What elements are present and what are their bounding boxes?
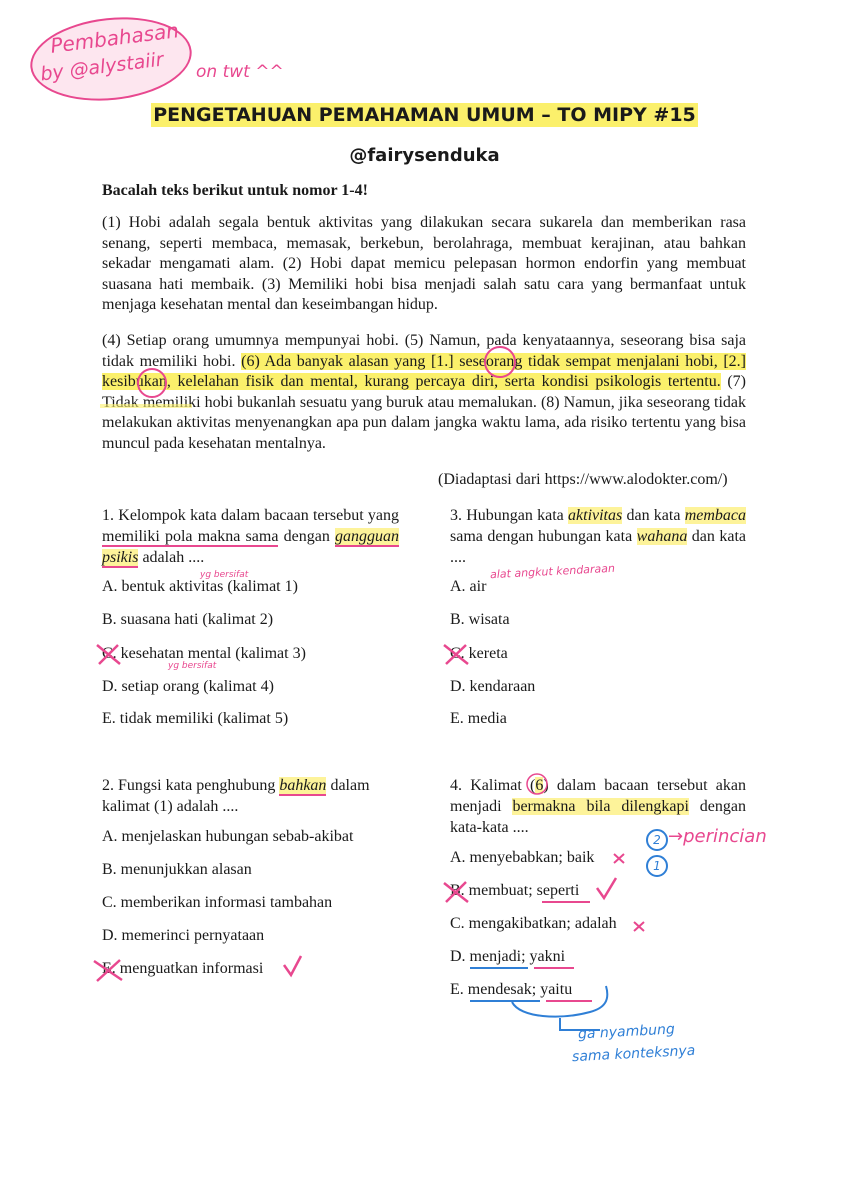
q4-option-d[interactable]: D. menjadi; yakni <box>450 948 566 965</box>
q3-option-e[interactable]: E. media <box>450 710 507 727</box>
q2-stem-a: 2. Fungsi kata penghubung <box>102 777 280 794</box>
watermark-line2: by @alystaiir <box>39 48 165 86</box>
q1-note-1: yg bersifat <box>200 570 249 580</box>
q4-option-e[interactable]: E. mendesak; yaitu <box>450 981 573 998</box>
q2-option-c[interactable]: C. memberikan informasi tambahan <box>102 894 333 911</box>
q4-blue-pointer <box>560 1018 600 1030</box>
q4-option-b[interactable]: B. membuat; seperti <box>450 882 580 899</box>
q1-note-2: yg bersifat <box>168 661 217 671</box>
q3-stem-a: 3. Hubungan kata <box>450 507 569 524</box>
q3-option-d[interactable]: D. kendaraan <box>450 678 536 695</box>
passage-highlight-3: kesibukan, kelelahan fisik dan mental, kurang percaya diri, serta kondisi psikologis tertentu. <box>102 373 721 390</box>
blank-2: [2.] <box>723 352 746 370</box>
q4-note-perincian: →perincian <box>668 826 767 847</box>
blank-1-circle <box>485 347 515 377</box>
q1-cross-mark <box>97 645 120 664</box>
q4-stem-a: 4. Kalimat ( <box>450 777 536 794</box>
q1-option-d[interactable]: D. setiap orang (kalimat 4) <box>102 678 274 695</box>
passage-highlight-2: seseorang tidak sempat menjalani hobi, <box>453 352 724 370</box>
q4-option-a[interactable]: A. menyebabkan; baik <box>450 849 595 866</box>
q3-stem-c: sama dengan hubungan kata <box>450 528 637 545</box>
passage-paragraph-1: (1) Hobi adalah segala bentuk aktivitas yang dilakukan secara sukarela dan memberikan rasa senang, seperti membaca, memasak, berkebun, berolahraga, membuat kerajinan, atau bahkan sekadar mengamati alam. (2) Hobi dapat memicu pelepasan hormon endorfin yang membuat suasana hati membaik. (3) Memiliki hobi bisa menjadi salah satu cara yang bermanfaat untuk menjaga kesehatan mental dan keseimbangan hidup. <box>102 214 746 313</box>
q3-stem-d: dan kata .... <box>450 528 747 566</box>
q4-stem-c: dengan kata-kata .... <box>450 798 747 836</box>
q3-word-wahana: wahana <box>636 528 688 545</box>
watermark-line1: Pembahasan <box>49 18 181 58</box>
author-handle: @fairysenduka <box>349 145 500 166</box>
q1-option-c[interactable]: C. kesehatan mental (kalimat 3) <box>102 645 306 662</box>
passage-p2-end: (7) Tidak memiliki hobi bukanlah sesuatu yang buruk atau memalukan. (8) Namun, jika seseorang tidak melakukan aktivitas menyenangkan apa pun dalam jangka waktu lama, ada risiko tertentu yang bisa muncul pada kesehatan mentalnya. <box>102 373 747 452</box>
q4-check-mark <box>597 878 616 898</box>
q3-option-b[interactable]: B. wisata <box>450 611 510 628</box>
q4-cross-mark <box>444 882 468 902</box>
q1-stem-c: adalah .... <box>138 549 205 566</box>
q1-option-a[interactable]: A. bentuk aktivitas (kalimat 1) <box>102 578 298 595</box>
q3-word-membaca: membaca <box>684 507 746 524</box>
q2-option-a[interactable]: A. menjelaskan hubungan sebab-akibat <box>102 828 354 845</box>
blank-1: [1.] <box>430 352 454 370</box>
q2-stem-b: dalam kalimat (1) adalah .... <box>102 777 370 815</box>
q1-stem-highlight: gangguan psikis <box>102 528 400 566</box>
passage-source: (Diadaptasi dari https://www.alodokter.com/) <box>438 471 728 488</box>
q1-option-b[interactable]: B. suasana hati (kalimat 2) <box>102 611 274 628</box>
q3-cross-mark <box>444 645 468 664</box>
q4-note-bottom-1: ga nyambung <box>577 1021 676 1043</box>
blank-2-circle <box>138 369 166 397</box>
q4-option-c[interactable]: C. mengakibatkan; adalah <box>450 915 617 932</box>
q1-option-e[interactable]: E. tidak memiliki (kalimat 5) <box>102 710 289 727</box>
q1-stem-b: dengan <box>278 528 336 545</box>
q4-stem-b: ) dalam bacaan tersebut akan menjadi <box>450 777 746 815</box>
q2-option-e[interactable]: E. menguatkan informasi <box>102 960 264 977</box>
q4-note-1: 1 <box>653 859 661 873</box>
q4-note-bottom-2: sama konteksnya <box>571 1042 696 1066</box>
passage-p2-start: (4) Setiap orang umumnya mempunyai hobi. (5) Namun, pada kenyataannya, seseorang bisa saja tidak memiliki hobi. <box>102 332 746 370</box>
q2-stem-highlight: bahkan <box>279 777 327 794</box>
q4-a-small-x <box>614 854 624 863</box>
q3-stem-b: dan kata <box>622 507 685 524</box>
page-title-text: PENGETAHUAN PEMAHAMAN UMUM – TO MIPY #15 <box>153 104 696 126</box>
watermark-tag: on twt ^^ <box>196 62 284 82</box>
q1-stem-a: 1. Kelompok kata dalam bacaan tersebut yang <box>102 507 399 524</box>
q3-note: alat angkut kendaraan <box>489 561 616 582</box>
q2-check-mark <box>284 956 301 975</box>
q4-stem-number: 6 <box>535 777 544 794</box>
q3-word-aktivitas: aktivitas <box>568 507 623 524</box>
q4-number-circle <box>527 774 547 794</box>
q2-cross-mark <box>94 960 122 981</box>
q4-stem-highlight: bermakna bila dilengkapi <box>512 798 689 815</box>
q1-stem-underline: memiliki pola makna sama <box>102 528 279 545</box>
q2-option-d[interactable]: D. memerinci pernyataan <box>102 927 265 944</box>
q4-note-2: 2 <box>653 833 661 847</box>
q3-option-c[interactable]: C. kereta <box>450 645 508 662</box>
q3-option-a[interactable]: A. air <box>450 578 487 595</box>
q4-c-small-x <box>634 922 644 931</box>
q2-option-b[interactable]: B. menunjukkan alasan <box>102 861 252 878</box>
instruction: Bacalah teks berikut untuk nomor 1-4! <box>102 182 368 199</box>
passage-highlight-1: (6) Ada banyak alasan yang <box>241 352 431 370</box>
